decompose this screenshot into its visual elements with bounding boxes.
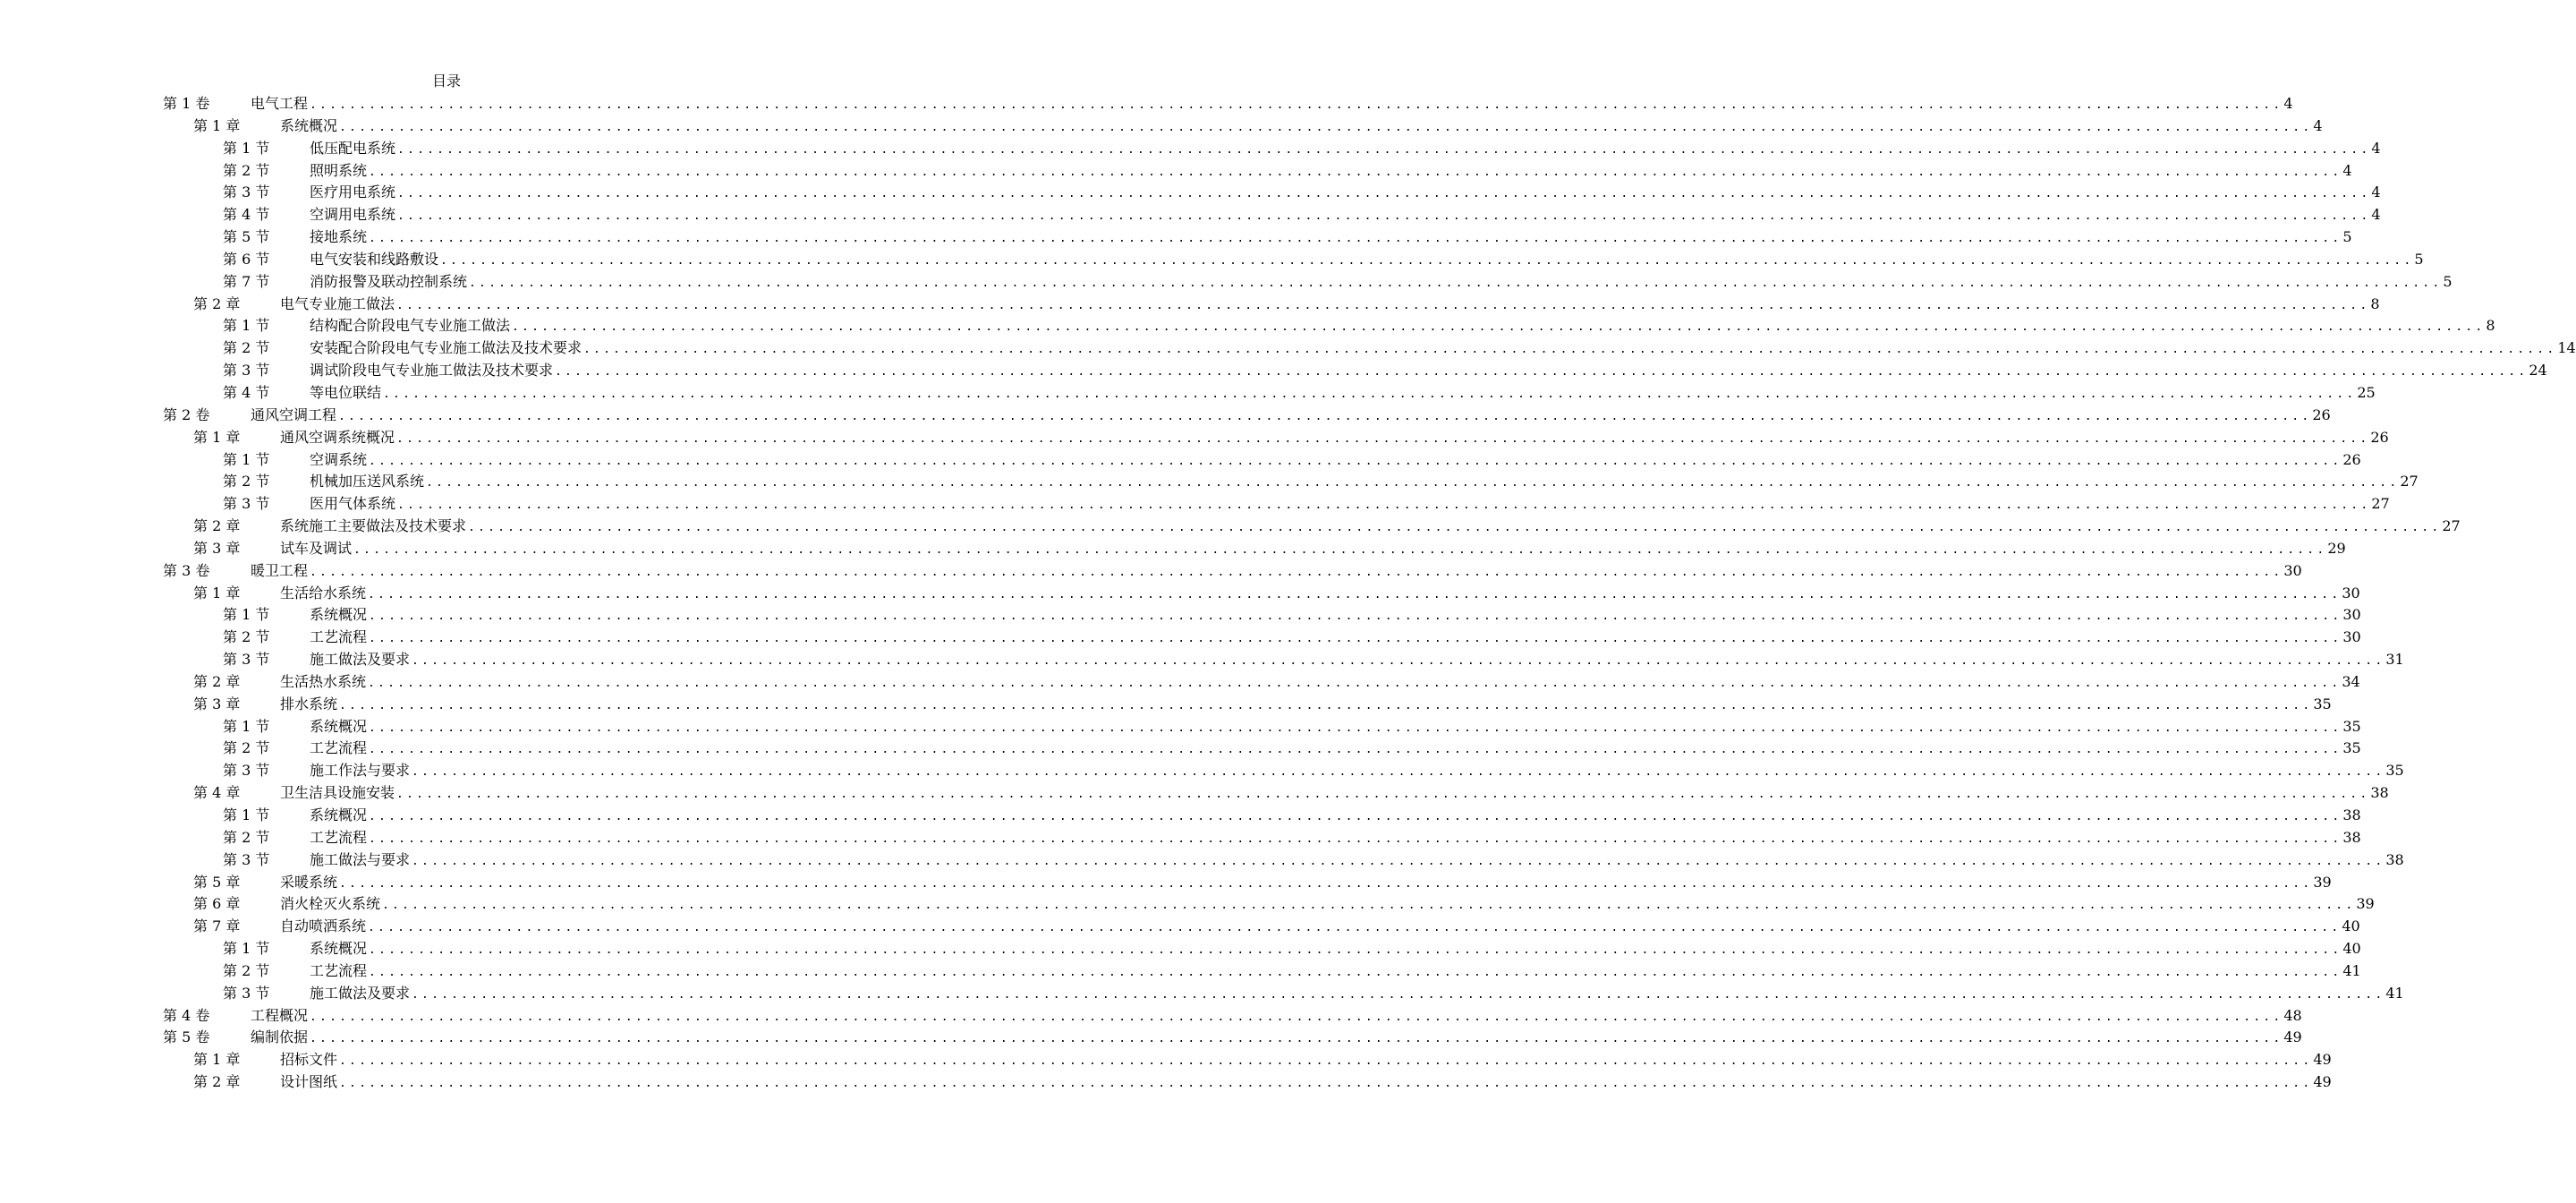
toc-leader-dots: ........................................................................................................................................................................................................ <box>412 987 2385 1002</box>
toc-entry-page-number: 35 <box>2385 762 2404 780</box>
toc-entry[interactable] <box>0 560 2302 583</box>
toc-entry-number: 第 1 节 <box>223 806 270 823</box>
toc-entry-link[interactable] <box>251 405 2331 429</box>
toc-entry-label: 系统概况 <box>310 806 368 823</box>
toc-leader-dots: ........................................................................................................................................................................................................ <box>339 876 2313 891</box>
toc-entry[interactable] <box>0 538 2346 560</box>
toc-entry-number: 第 2 节 <box>223 828 270 846</box>
toc-entry-page-number: 41 <box>2342 961 2361 979</box>
toc-entry-label: 暖卫工程 <box>251 561 309 579</box>
toc-entry-link[interactable] <box>280 893 2375 917</box>
toc-entry-link[interactable] <box>310 983 2404 1007</box>
toc-leader-dots: ........................................................................................................................................................................................................ <box>369 810 2342 823</box>
toc-leader-dots: ........................................................................................................................................................................................................ <box>369 943 2342 958</box>
toc-entry[interactable] <box>0 249 2424 271</box>
toc-leader-dots: ........................................................................................................................................................................................................ <box>426 476 2400 491</box>
toc-entry-number: 第 5 节 <box>223 228 270 246</box>
toc-entry-label: 生活给水系统 <box>280 584 367 602</box>
toc-leader-dots: ........................................................................................................................................................................................................ <box>382 899 2356 913</box>
toc-leader-dots: ........................................................................................................................................................................................................ <box>397 142 2371 157</box>
toc-entry-page-number: 5 <box>2443 272 2453 290</box>
toc-entry-page-number: 24 <box>2529 362 2547 380</box>
toc-entry-link[interactable] <box>310 249 2424 273</box>
toc-entry-number: 第 3 节 <box>223 984 270 1002</box>
toc-entry[interactable] <box>0 382 2376 405</box>
toc-entry-number: 第 4 节 <box>223 383 270 401</box>
toc-entry-link[interactable] <box>310 805 2361 829</box>
toc-leader-dots: ........................................................................................................................................................................................................ <box>369 965 2342 979</box>
toc-entry-page-number: 40 <box>2342 917 2360 935</box>
toc-entry-label: 电气专业施工做法 <box>280 294 395 312</box>
toc-entry-label: 电气安装和线路敷设 <box>310 250 439 268</box>
toc-entry-page-number: 30 <box>2342 628 2361 646</box>
toc-entry-page-number: 4 <box>2313 116 2323 134</box>
toc-leader-dots: ........................................................................................................................................................................................................ <box>369 832 2342 846</box>
toc-entry[interactable] <box>0 115 2323 138</box>
toc-entry-page-number: 38 <box>2370 784 2389 802</box>
toc-entry-link[interactable] <box>251 1027 2302 1051</box>
toc-entry-page-number: 4 <box>2342 161 2352 179</box>
toc-leader-dots: ........................................................................................................................................................................................................ <box>339 1054 2313 1069</box>
toc-entry[interactable] <box>0 938 2361 960</box>
toc-entry-link[interactable] <box>310 760 2404 784</box>
toc-entry-page-number: 27 <box>2400 473 2419 491</box>
toc-entry-link[interactable] <box>310 938 2361 962</box>
toc-entry[interactable] <box>0 204 2381 226</box>
toc-leader-dots: ........................................................................................................................................................................................................ <box>338 409 2312 423</box>
toc-entry-number: 第 5 卷 <box>163 1028 210 1046</box>
toc-entry-page-number: 35 <box>2342 717 2361 735</box>
toc-entry-label: 空调系统 <box>310 450 368 468</box>
toc-entry-number: 第 2 节 <box>223 161 270 179</box>
toc-entry-number: 第 4 卷 <box>163 1006 210 1024</box>
toc-entry-number: 第 4 章 <box>193 784 241 802</box>
toc-entry-page-number: 38 <box>2342 828 2361 846</box>
toc-entry-link[interactable] <box>280 583 2360 607</box>
toc-entry-link[interactable] <box>280 1071 2332 1096</box>
toc-entry-page-number: 4 <box>2283 95 2293 112</box>
toc-leader-dots: ........................................................................................................................................................................................................ <box>310 1010 2283 1024</box>
toc-entry-label: 排水系统 <box>280 695 338 712</box>
toc-leader-dots: ........................................................................................................................................................................................................ <box>397 187 2371 201</box>
toc-entry[interactable] <box>0 493 2390 516</box>
toc-entry-link[interactable] <box>280 916 2360 940</box>
toc-entry-page-number: 31 <box>2385 651 2404 669</box>
toc-entry-number: 第 3 节 <box>223 651 270 669</box>
toc-entry[interactable] <box>0 960 2361 983</box>
toc-entry-label: 接地系统 <box>310 228 368 246</box>
toc-entry[interactable] <box>0 805 2361 827</box>
toc-leader-dots: ........................................................................................................................................................................................................ <box>555 365 2529 380</box>
toc-entry-number: 第 2 章 <box>193 517 241 535</box>
toc-entry-label: 采暖系统 <box>280 873 338 891</box>
toc-entry-page-number: 30 <box>2342 606 2361 624</box>
toc-entry-page-number: 38 <box>2342 806 2361 823</box>
toc-leader-dots: ........................................................................................................................................................................................................ <box>397 209 2371 224</box>
toc-entry-label: 消防报警及联动控制系统 <box>310 272 468 290</box>
toc-entry-label: 系统概况 <box>310 717 368 735</box>
toc-entry-link[interactable] <box>310 138 2381 162</box>
toc-entry-label: 施工做法及要求 <box>310 651 411 669</box>
toc-entry-label: 照明系统 <box>310 161 368 179</box>
toc-entry-number: 第 3 章 <box>193 539 241 557</box>
toc-leader-dots: ........................................................................................................................................................................................................ <box>512 320 2486 335</box>
toc-leader-dots: ........................................................................................................................................................................................................ <box>440 253 2414 268</box>
toc-entry[interactable] <box>0 827 2361 849</box>
toc-entry-link[interactable] <box>310 360 2547 384</box>
toc-leader-dots: ........................................................................................................................................................................................................ <box>368 587 2342 602</box>
toc-leader-dots: ........................................................................................................................................................................................................ <box>369 610 2342 624</box>
table-of-contents <box>0 93 2576 1094</box>
toc-entry-number: 第 3 章 <box>193 695 241 712</box>
toc-entry-label: 试车及调试 <box>280 539 353 557</box>
toc-leader-dots: ........................................................................................................................................................................................................ <box>369 721 2342 735</box>
toc-leader-dots: ........................................................................................................................................................................................................ <box>310 565 2283 579</box>
toc-entry[interactable] <box>0 360 2547 382</box>
toc-entry-link[interactable] <box>310 382 2376 406</box>
toc-entry-label: 生活热水系统 <box>280 672 367 690</box>
toc-entry-number: 第 1 卷 <box>163 95 210 112</box>
toc-entry-page-number: 41 <box>2385 984 2404 1002</box>
toc-leader-dots: ........................................................................................................................................................................................................ <box>397 499 2371 513</box>
toc-entry[interactable] <box>0 671 2360 694</box>
toc-entry-link[interactable] <box>310 716 2361 740</box>
toc-entry-link[interactable] <box>310 960 2361 985</box>
toc-entry-label: 施工做法与要求 <box>310 850 411 868</box>
toc-entry[interactable] <box>0 1005 2302 1028</box>
toc-entry[interactable] <box>0 182 2381 204</box>
toc-entry-page-number: 8 <box>2370 294 2380 312</box>
toc-leader-dots: ........................................................................................................................................................................................................ <box>412 765 2385 780</box>
toc-entry-link[interactable] <box>280 782 2389 806</box>
toc-entry[interactable] <box>0 1071 2332 1094</box>
toc-entry-label: 系统概况 <box>280 116 338 134</box>
toc-entry-page-number: 34 <box>2342 672 2360 690</box>
toc-entry-page-number: 5 <box>2414 250 2424 268</box>
toc-entry[interactable] <box>0 449 2361 472</box>
toc-title: 目录 <box>431 73 461 90</box>
toc-entry-link[interactable] <box>310 627 2361 651</box>
toc-entry-link[interactable] <box>251 1005 2302 1029</box>
toc-entry-label: 工程概况 <box>251 1006 309 1024</box>
toc-leader-dots: ........................................................................................................................................................................................................ <box>369 232 2342 246</box>
toc-entry-label: 工艺流程 <box>310 628 368 646</box>
toc-entry-number: 第 3 节 <box>223 762 270 780</box>
toc-entry-page-number: 4 <box>2371 183 2381 201</box>
toc-entry-link[interactable] <box>310 271 2453 295</box>
toc-entry-page-number: 26 <box>2312 405 2331 423</box>
toc-entry-page-number: 14 <box>2557 339 2576 357</box>
toc-entry-label: 系统概况 <box>310 606 368 624</box>
toc-entry-number: 第 3 节 <box>223 495 270 513</box>
toc-entry-link[interactable] <box>310 337 2576 362</box>
toc-entry-number: 第 3 节 <box>223 183 270 201</box>
toc-entry-label: 医用气体系统 <box>310 495 396 513</box>
toc-leader-dots: ........................................................................................................................................................................................................ <box>396 431 2370 446</box>
toc-entry-link[interactable] <box>310 204 2381 228</box>
toc-entry-label: 消火栓灭火系统 <box>280 895 381 913</box>
toc-entry-number: 第 1 章 <box>193 1051 241 1069</box>
toc-entry-number: 第 1 节 <box>223 139 270 157</box>
toc-entry-page-number: 35 <box>2342 739 2361 757</box>
toc-entry-page-number: 30 <box>2283 561 2302 579</box>
toc-entry[interactable] <box>0 471 2419 493</box>
toc-entry-page-number: 27 <box>2371 495 2390 513</box>
toc-entry[interactable] <box>0 627 2361 649</box>
toc-entry-number: 第 2 节 <box>223 628 270 646</box>
toc-entry[interactable] <box>0 872 2332 894</box>
toc-entry-page-number: 30 <box>2342 584 2360 602</box>
toc-entry-number: 第 3 节 <box>223 362 270 380</box>
toc-entry-label: 电气工程 <box>251 95 309 112</box>
toc-entry[interactable] <box>0 516 2461 538</box>
toc-entry[interactable] <box>0 983 2404 1005</box>
toc-entry-label: 结构配合阶段电气专业施工做法 <box>310 317 511 335</box>
toc-entry-label: 卫生洁具设施安装 <box>280 784 395 802</box>
toc-entry-link[interactable] <box>310 604 2361 628</box>
toc-entry[interactable] <box>0 760 2404 782</box>
toc-entry-link[interactable] <box>280 694 2332 718</box>
toc-leader-dots: ........................................................................................................................................................................................................ <box>369 743 2342 757</box>
toc-entry-link[interactable] <box>251 560 2302 584</box>
toc-entry-label: 工艺流程 <box>310 828 368 846</box>
toc-entry-page-number: 29 <box>2327 539 2346 557</box>
toc-entry[interactable] <box>0 782 2389 805</box>
toc-leader-dots: ........................................................................................................................................................................................................ <box>369 632 2342 646</box>
toc-entry-label: 机械加压送风系统 <box>310 473 425 491</box>
toc-entry-label: 通风空调工程 <box>251 405 337 423</box>
toc-entry-page-number: 48 <box>2283 1006 2302 1024</box>
toc-entry-number: 第 2 卷 <box>163 405 210 423</box>
toc-entry[interactable] <box>0 427 2389 449</box>
toc-entry[interactable] <box>0 226 2352 249</box>
toc-entry-label: 系统概况 <box>310 940 368 958</box>
toc-leader-dots: ........................................................................................................................................................................................................ <box>368 921 2342 935</box>
toc-entry-link[interactable] <box>280 427 2389 451</box>
toc-entry-label: 调试阶段电气专业施工做法及技术要求 <box>310 362 554 380</box>
toc-entry-link[interactable] <box>310 738 2361 762</box>
toc-entry-link[interactable] <box>280 538 2346 562</box>
toc-entry-label: 施工做法及要求 <box>310 984 411 1002</box>
toc-entry[interactable] <box>0 849 2404 872</box>
toc-leader-dots: ........................................................................................................................................................................................................ <box>383 387 2357 401</box>
toc-entry-page-number: 38 <box>2385 850 2404 868</box>
toc-entry-link[interactable] <box>310 315 2495 339</box>
toc-entry-link[interactable] <box>310 471 2419 495</box>
toc-entry[interactable] <box>0 583 2360 605</box>
toc-entry-page-number: 4 <box>2371 139 2381 157</box>
toc-entry-label: 设计图纸 <box>280 1073 338 1091</box>
toc-entry[interactable] <box>0 1049 2332 1071</box>
toc-entry-label: 等电位联结 <box>310 383 382 401</box>
toc-leader-dots: ........................................................................................................................................................................................................ <box>412 854 2385 868</box>
toc-entry[interactable] <box>0 716 2361 738</box>
toc-entry[interactable] <box>0 649 2404 671</box>
toc-entry-label: 自动喷洒系统 <box>280 917 367 935</box>
toc-entry-label: 施工作法与要求 <box>310 762 411 780</box>
toc-entry-number: 第 4 节 <box>223 206 270 224</box>
toc-entry-number: 第 1 章 <box>193 584 241 602</box>
toc-leader-dots: ........................................................................................................................................................................................................ <box>583 343 2557 357</box>
toc-leader-dots: ........................................................................................................................................................................................................ <box>368 676 2342 690</box>
toc-entry[interactable] <box>0 271 2453 294</box>
toc-entry-number: 第 2 节 <box>223 473 270 491</box>
toc-entry-page-number: 35 <box>2313 695 2332 712</box>
toc-leader-dots: ........................................................................................................................................................................................................ <box>469 276 2443 290</box>
toc-entry-page-number: 26 <box>2370 428 2389 446</box>
toc-entry-link[interactable] <box>280 294 2380 318</box>
toc-leader-dots: ........................................................................................................................................................................................................ <box>339 698 2313 712</box>
toc-entry-number: 第 1 节 <box>223 317 270 335</box>
toc-entry-number: 第 1 节 <box>223 606 270 624</box>
toc-entry-number: 第 3 节 <box>223 850 270 868</box>
toc-entry-number: 第 7 章 <box>193 917 241 935</box>
toc-entry-page-number: 8 <box>2486 317 2495 335</box>
toc-entry[interactable] <box>0 694 2332 716</box>
toc-entry-number: 第 6 节 <box>223 250 270 268</box>
toc-entry[interactable] <box>0 738 2361 760</box>
toc-entry-page-number: 5 <box>2342 228 2352 246</box>
toc-leader-dots: ........................................................................................................................................................................................................ <box>369 165 2342 179</box>
toc-entry-label: 医疗用电系统 <box>310 183 396 201</box>
toc-entry-label: 安装配合阶段电气专业施工做法及技术要求 <box>310 339 582 357</box>
toc-leader-dots: ........................................................................................................................................................................................................ <box>339 1077 2313 1091</box>
toc-entry-page-number: 25 <box>2357 383 2376 401</box>
toc-entry-page-number: 27 <box>2442 517 2461 535</box>
toc-entry-number: 第 1 节 <box>223 717 270 735</box>
toc-entry-number: 第 2 节 <box>223 961 270 979</box>
toc-entry-label: 工艺流程 <box>310 739 368 757</box>
toc-entry[interactable] <box>0 315 2495 337</box>
toc-entry[interactable] <box>0 294 2380 316</box>
toc-entry-link[interactable] <box>310 827 2361 851</box>
toc-entry-number: 第 2 章 <box>193 1073 241 1091</box>
toc-entry-link[interactable] <box>310 849 2404 874</box>
toc-entry-link[interactable] <box>280 671 2360 695</box>
toc-entry[interactable] <box>0 1027 2302 1049</box>
toc-entry-label: 系统施工主要做法及技术要求 <box>280 517 467 535</box>
toc-entry-page-number: 39 <box>2356 895 2375 913</box>
toc-entry-page-number: 49 <box>2313 1073 2332 1091</box>
toc-entry-number: 第 2 节 <box>223 339 270 357</box>
toc-entry-number: 第 2 节 <box>223 739 270 757</box>
toc-entry-link[interactable] <box>251 93 2293 117</box>
toc-leader-dots: ........................................................................................................................................................................................................ <box>353 542 2327 557</box>
toc-entry-number: 第 1 章 <box>193 428 241 446</box>
toc-entry[interactable] <box>0 604 2361 627</box>
toc-leader-dots: ........................................................................................................................................................................................................ <box>396 298 2370 312</box>
toc-entry[interactable] <box>0 405 2331 427</box>
toc-entry-link[interactable] <box>310 160 2352 184</box>
toc-entry-number: 第 1 章 <box>193 116 241 134</box>
toc-entry-page-number: 40 <box>2342 940 2361 958</box>
toc-entry-number: 第 1 节 <box>223 450 270 468</box>
toc-entry-link[interactable] <box>310 182 2381 206</box>
toc-entry-link[interactable] <box>310 649 2404 673</box>
toc-entry-label: 招标文件 <box>280 1051 338 1069</box>
toc-entry-link[interactable] <box>310 449 2361 474</box>
toc-entry-link[interactable] <box>280 1049 2332 1073</box>
toc-entry-number: 第 2 章 <box>193 294 241 312</box>
toc-leader-dots: ........................................................................................................................................................................................................ <box>396 788 2370 802</box>
toc-entry-page-number: 49 <box>2283 1028 2302 1046</box>
toc-entry-number: 第 3 卷 <box>163 561 210 579</box>
toc-entry-label: 工艺流程 <box>310 961 368 979</box>
toc-entry-label: 空调用电系统 <box>310 206 396 224</box>
toc-entry-link[interactable] <box>310 226 2352 251</box>
toc-entry-number: 第 5 章 <box>193 873 241 891</box>
toc-entry-number: 第 1 节 <box>223 940 270 958</box>
toc-entry-page-number: 39 <box>2313 873 2332 891</box>
toc-leader-dots: ........................................................................................................................................................................................................ <box>412 654 2385 669</box>
toc-entry-page-number: 26 <box>2342 450 2361 468</box>
toc-entry[interactable] <box>0 337 2576 360</box>
toc-leader-dots: ........................................................................................................................................................................................................ <box>369 454 2342 468</box>
toc-entry-link[interactable] <box>280 115 2323 140</box>
toc-entry-link[interactable] <box>280 872 2332 896</box>
toc-entry-number: 第 7 节 <box>223 272 270 290</box>
toc-entry[interactable] <box>0 160 2352 183</box>
toc-entry-label: 通风空调系统概况 <box>280 428 395 446</box>
toc-leader-dots: ........................................................................................................................................................................................................ <box>310 98 2283 112</box>
toc-entry-label: 低压配电系统 <box>310 139 396 157</box>
toc-entry[interactable] <box>0 893 2375 916</box>
toc-leader-dots: ........................................................................................................................................................................................................ <box>468 521 2442 535</box>
toc-entry[interactable] <box>0 138 2381 160</box>
toc-entry-number: 第 2 章 <box>193 672 241 690</box>
toc-entry-page-number: 4 <box>2371 206 2381 224</box>
toc-leader-dots: ........................................................................................................................................................................................................ <box>339 120 2313 134</box>
toc-entry-link[interactable] <box>280 516 2461 540</box>
toc-entry-number: 第 6 章 <box>193 895 241 913</box>
toc-leader-dots: ........................................................................................................................................................................................................ <box>310 1032 2283 1046</box>
toc-entry-page-number: 49 <box>2313 1051 2332 1069</box>
toc-entry-label: 编制依据 <box>251 1028 309 1046</box>
toc-entry[interactable] <box>0 93 2293 115</box>
toc-entry-link[interactable] <box>310 493 2390 517</box>
toc-entry[interactable] <box>0 916 2360 938</box>
